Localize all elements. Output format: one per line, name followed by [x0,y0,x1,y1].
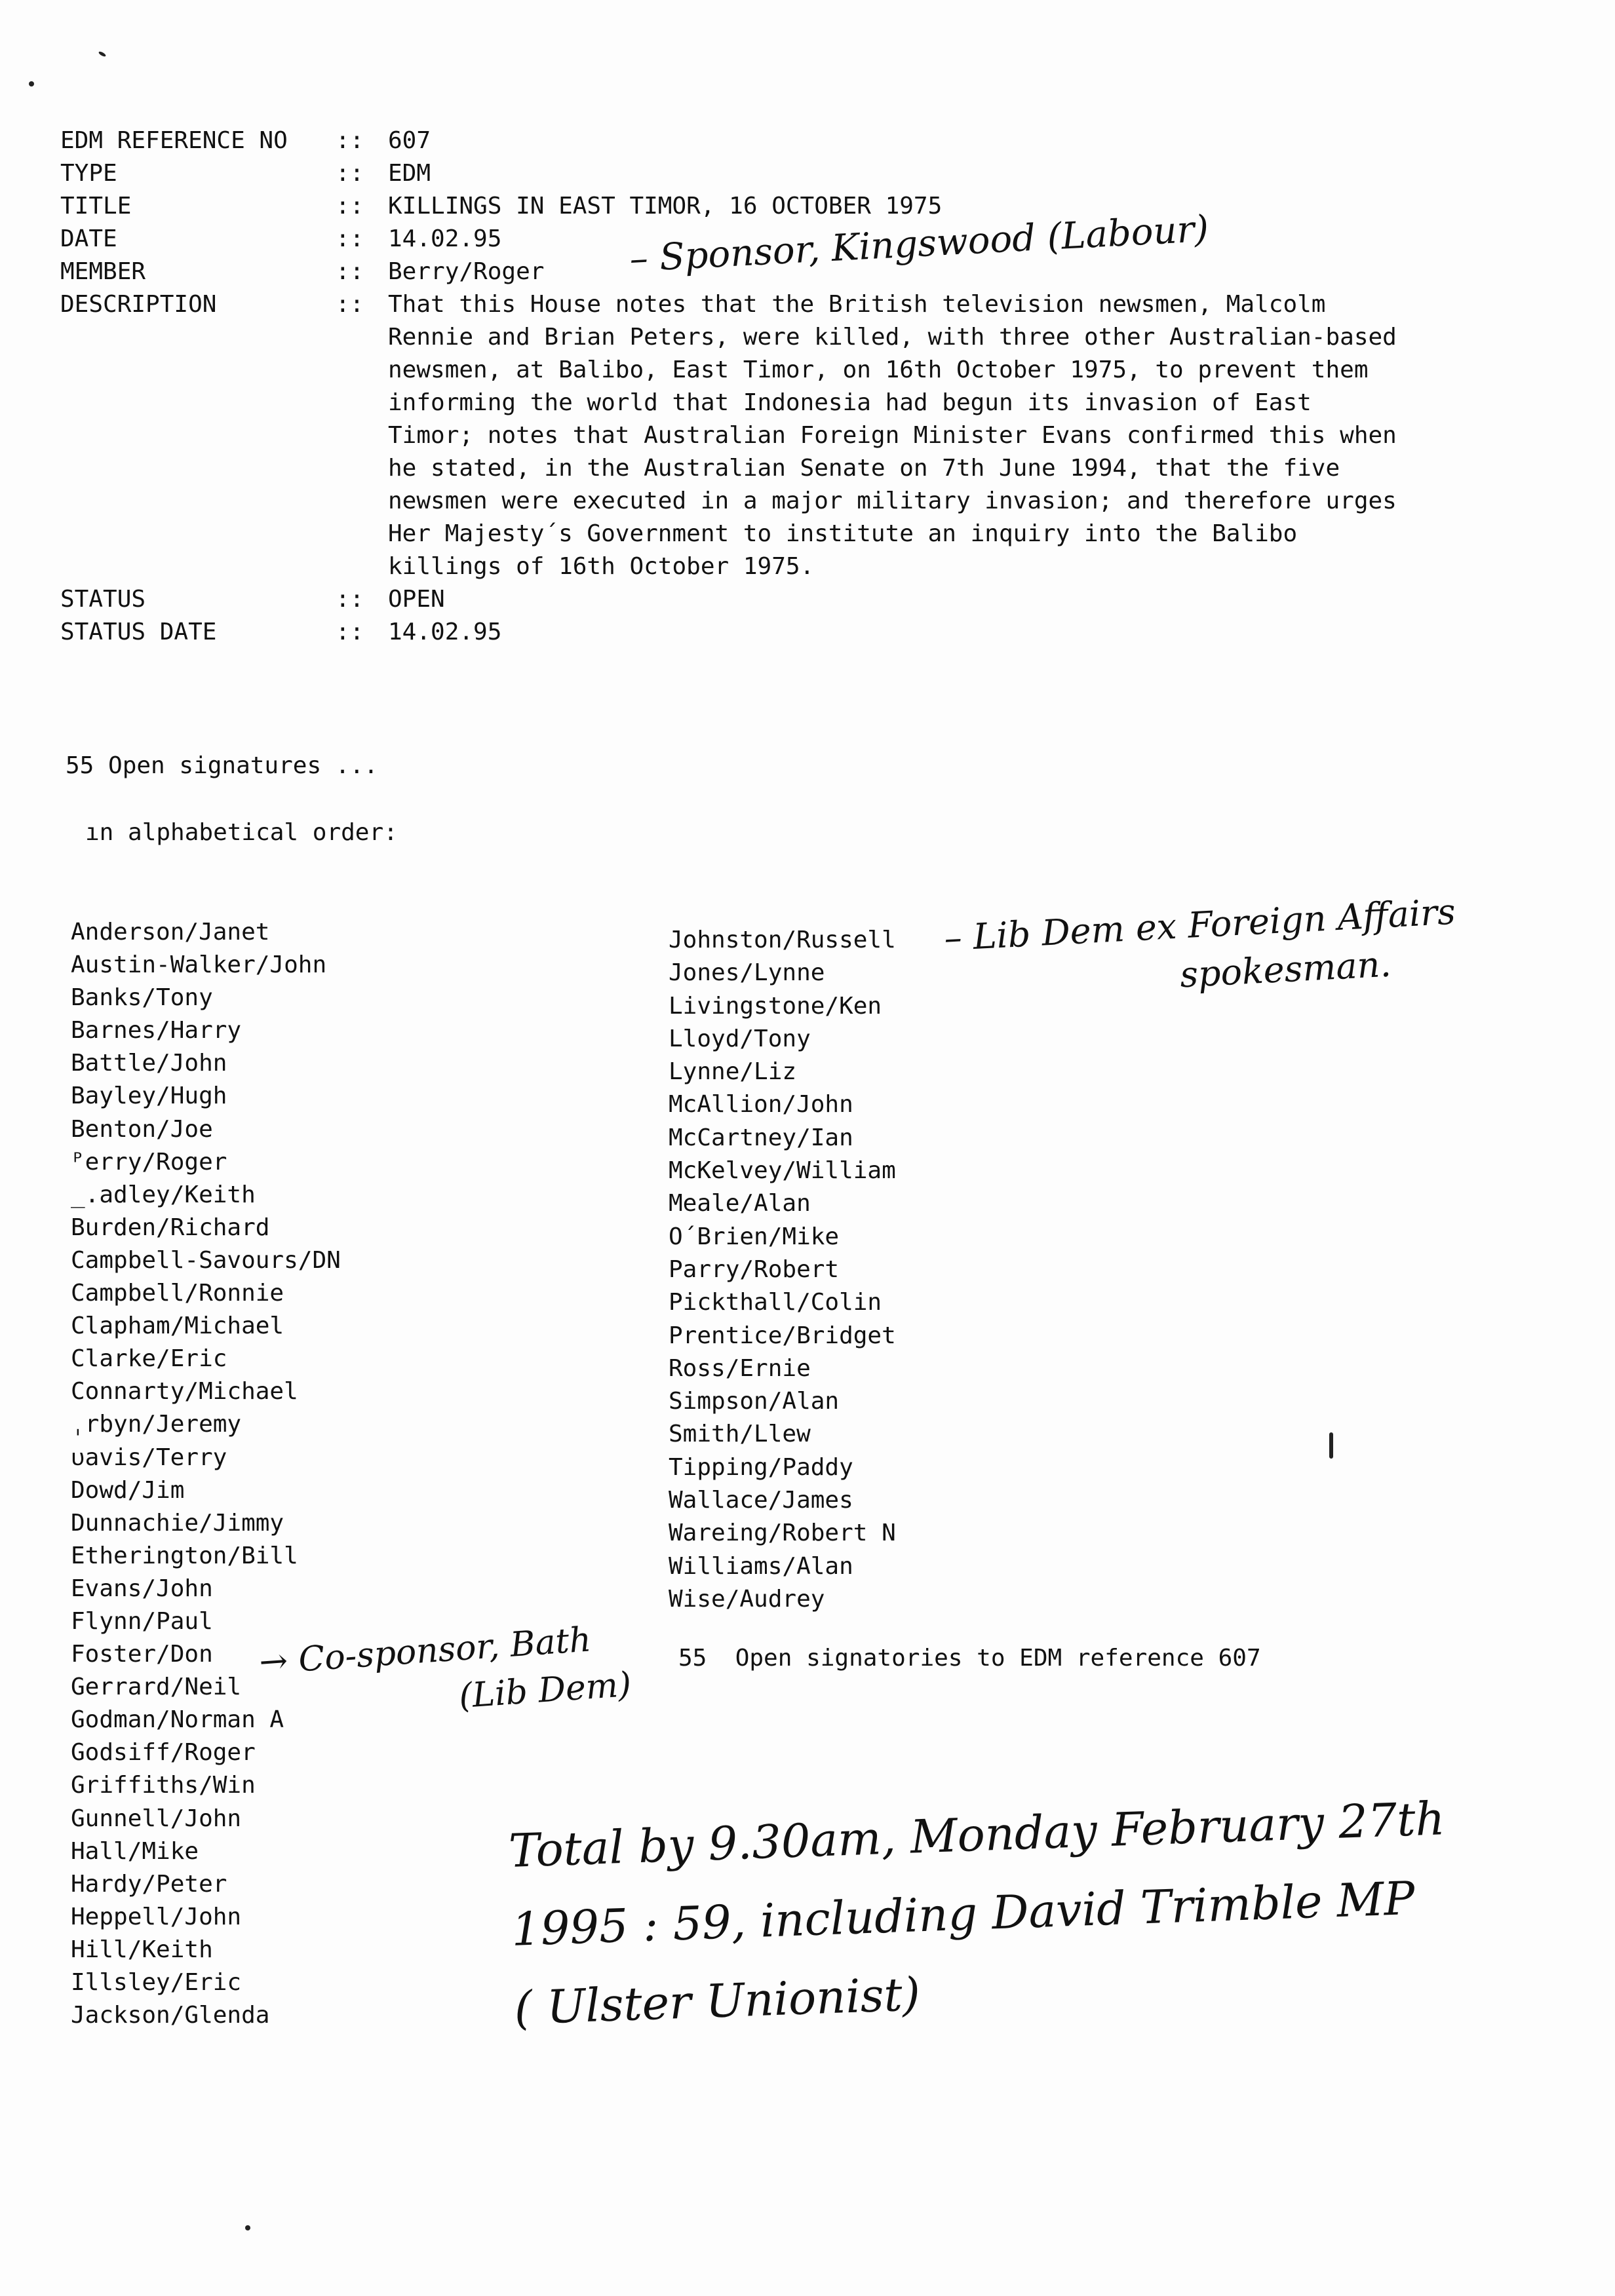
signatory-name: Burden/Richard [71,1214,270,1241]
signatories-column-right [669,924,896,1616]
signatory-name: Hall/Mike [71,1837,199,1865]
signatory-name: Campbell-Savours/DN [71,1246,341,1274]
signatory-name: McAllion/John [669,1091,853,1119]
signatory-name: Jones/Lynne [669,959,825,987]
field-value: EDM [388,160,431,187]
field-label: TYPE [60,160,117,187]
field-ref-no [60,124,1450,157]
signatory-name: Dunnachie/Jimmy [71,1509,284,1537]
field-separator: :: [336,127,364,154]
field-value: 14.02.95 [388,619,502,645]
handwritten-libdem-note-line1: – Lib Dem ex Foreign Affairs [943,890,1457,959]
edm-header-fields [60,124,1450,649]
signatory-name: Wise/Audrey [669,1585,825,1613]
signatory-name: Williams/Alan [669,1552,853,1580]
field-label: EDM REFERENCE NO [60,127,288,154]
signatory-name: Tipping/Paddy [669,1453,853,1481]
field-label: STATUS DATE [60,619,217,645]
signatory-name: Godman/Norman A [71,1706,284,1734]
signatory-name: Austin-Walker/John [71,951,327,979]
signatories-total-line: 55 Open signatories to EDM reference 607 [678,1645,1261,1672]
signatory-name: Lynne/Liz [669,1058,797,1086]
field-value: OPEN [388,586,445,613]
signatory-name: Lloyd/Tony [669,1025,811,1052]
handwritten-total-line3: ( Ulster Unionist) [513,1967,922,2035]
signatory-name: Livingstone/Ken [669,992,882,1020]
signatory-name: Parry/Robert [669,1255,840,1283]
handwritten-total-note [507,1779,1452,2048]
signatory-name: Simpson/Alan [669,1388,840,1415]
field-separator: :: [336,193,364,220]
signatory-name: Wareing/Robert N [669,1520,896,1547]
signatory-name: Clarke/Eric [71,1345,227,1373]
signatory-name: Prentice/Bridget [669,1322,896,1349]
signatory-name: McCartney/Ian [669,1124,853,1151]
signatory-name: Campbell/Ronnie [71,1280,284,1307]
field-separator: :: [336,619,364,645]
signatory-name: Barnes/Harry [71,1017,242,1044]
field-type [60,157,1450,190]
field-separator: :: [336,258,364,285]
field-label: DATE [60,225,117,252]
signatory-name: Heppell/John [71,1903,242,1930]
field-title [60,190,1450,223]
field-separator: :: [336,225,364,252]
signatories-column-left [71,916,341,2032]
signatory-name: Smith/Llew [669,1421,811,1448]
scan-speck [29,81,34,86]
field-status [60,583,1450,616]
field-value: Berry/Roger [388,258,545,285]
signatory-name: O´Brien/Mike [669,1223,840,1250]
signatory-name: Banks/Tony [71,984,213,1012]
field-value: 607 [388,127,431,154]
field-label: MEMBER [60,258,146,285]
handwritten-cosponsor-note-line1: → Co-sponsor, Bath [258,1620,593,1683]
signatory-name: Battle/John [71,1050,227,1077]
signatory-name: Gunnell/John [71,1805,242,1832]
field-label: STATUS [60,586,146,613]
signatory-name: Flynn/Paul [71,1607,213,1635]
signatory-name: Wallace/James [669,1487,853,1514]
signatory-name: Anderson/Janet [71,919,270,946]
signatory-name: Griffiths/Win [71,1772,256,1799]
signatory-name: Meale/Alan [669,1190,811,1217]
signatory-name: ˌrbyn/Jeremy [71,1411,242,1438]
signature-count-line: 55 Open signatures ... [66,752,378,779]
signatory-name: Pickthall/Colin [669,1289,882,1316]
field-separator: :: [336,160,364,187]
field-label: DESCRIPTION [60,291,217,318]
signatory-name: Hardy/Peter [71,1870,227,1898]
signatory-name: Benton/Joe [71,1115,213,1143]
field-label: TITLE [60,193,132,220]
field-value: That this House notes that the British television newsmen, Malcolm Rennie and Brian Peters, were killed, with three other Australian-based newsmen, at Balibo, East Timor, on 16th October 1975, to prevent them informing the world that Indonesia had begun its invasion of East Timor; notes that Australian Foreign Minister Evans confirmed this when he stated, in the Australian Senate on 7th June 1994, that the five newsmen were executed in a major military invasion; and therefore urges Her Majesty´s Government to institute an inquiry into the Balibo killings of 16th October 1975. [388,291,1411,580]
signatory-name: Ross/Ernie [669,1354,811,1382]
signatory-name: Johnston/Russell [669,927,896,953]
signatory-name: ᴾerry/Roger [71,1148,227,1176]
signatory-name: Godsiff/Roger [71,1739,256,1767]
handwritten-sponsor-note: – Sponsor, Kingswood (Labour) [628,207,1210,281]
field-separator: :: [336,291,364,318]
field-value: 14.02.95 [388,225,502,252]
signatory-name: _.adley/Keith [71,1181,256,1208]
field-value: KILLINGS IN EAST TIMOR, 16 OCTOBER 1975 [388,193,943,220]
field-separator: :: [336,586,364,613]
signatory-name: Evans/John [71,1575,213,1602]
signatory-name: Dowd/Jim [71,1476,185,1504]
field-description [60,288,1450,583]
handwritten-total-line1: Total by 9.30am, Monday February 27th [507,1791,1446,1878]
scan-speck [98,50,107,57]
signatory-name: ᴜavis/Terry [71,1444,227,1471]
signatory-name: Foster/Don [71,1641,213,1668]
scan-speck [245,2225,250,2230]
scan-speck [1329,1432,1333,1459]
field-status-date [60,616,1450,649]
signatory-name: Connarty/Michael [71,1378,298,1406]
signatory-name: Gerrard/Neil [71,1674,242,1701]
handwritten-libdem-note-line2: spokesman. [1178,943,1392,996]
signatory-name: Jackson/Glenda [71,2002,270,2029]
signatory-name: Clapham/Michael [71,1312,284,1340]
handwritten-total-line2: 1995 : 59, including David Trimble MP [511,1871,1416,1957]
handwritten-cosponsor-note-line2: (Lib Dem) [457,1664,633,1717]
signatory-name: McKelvey/William [669,1157,896,1185]
alphabetical-order-line: ın alphabetical order: [85,819,398,846]
signatory-name: Illsley/Eric [71,1969,242,1996]
signatory-name: Bayley/Hugh [71,1082,227,1110]
signatory-name: Hill/Keith [71,1936,213,1963]
signatory-name: Etherington/Bill [71,1542,298,1569]
